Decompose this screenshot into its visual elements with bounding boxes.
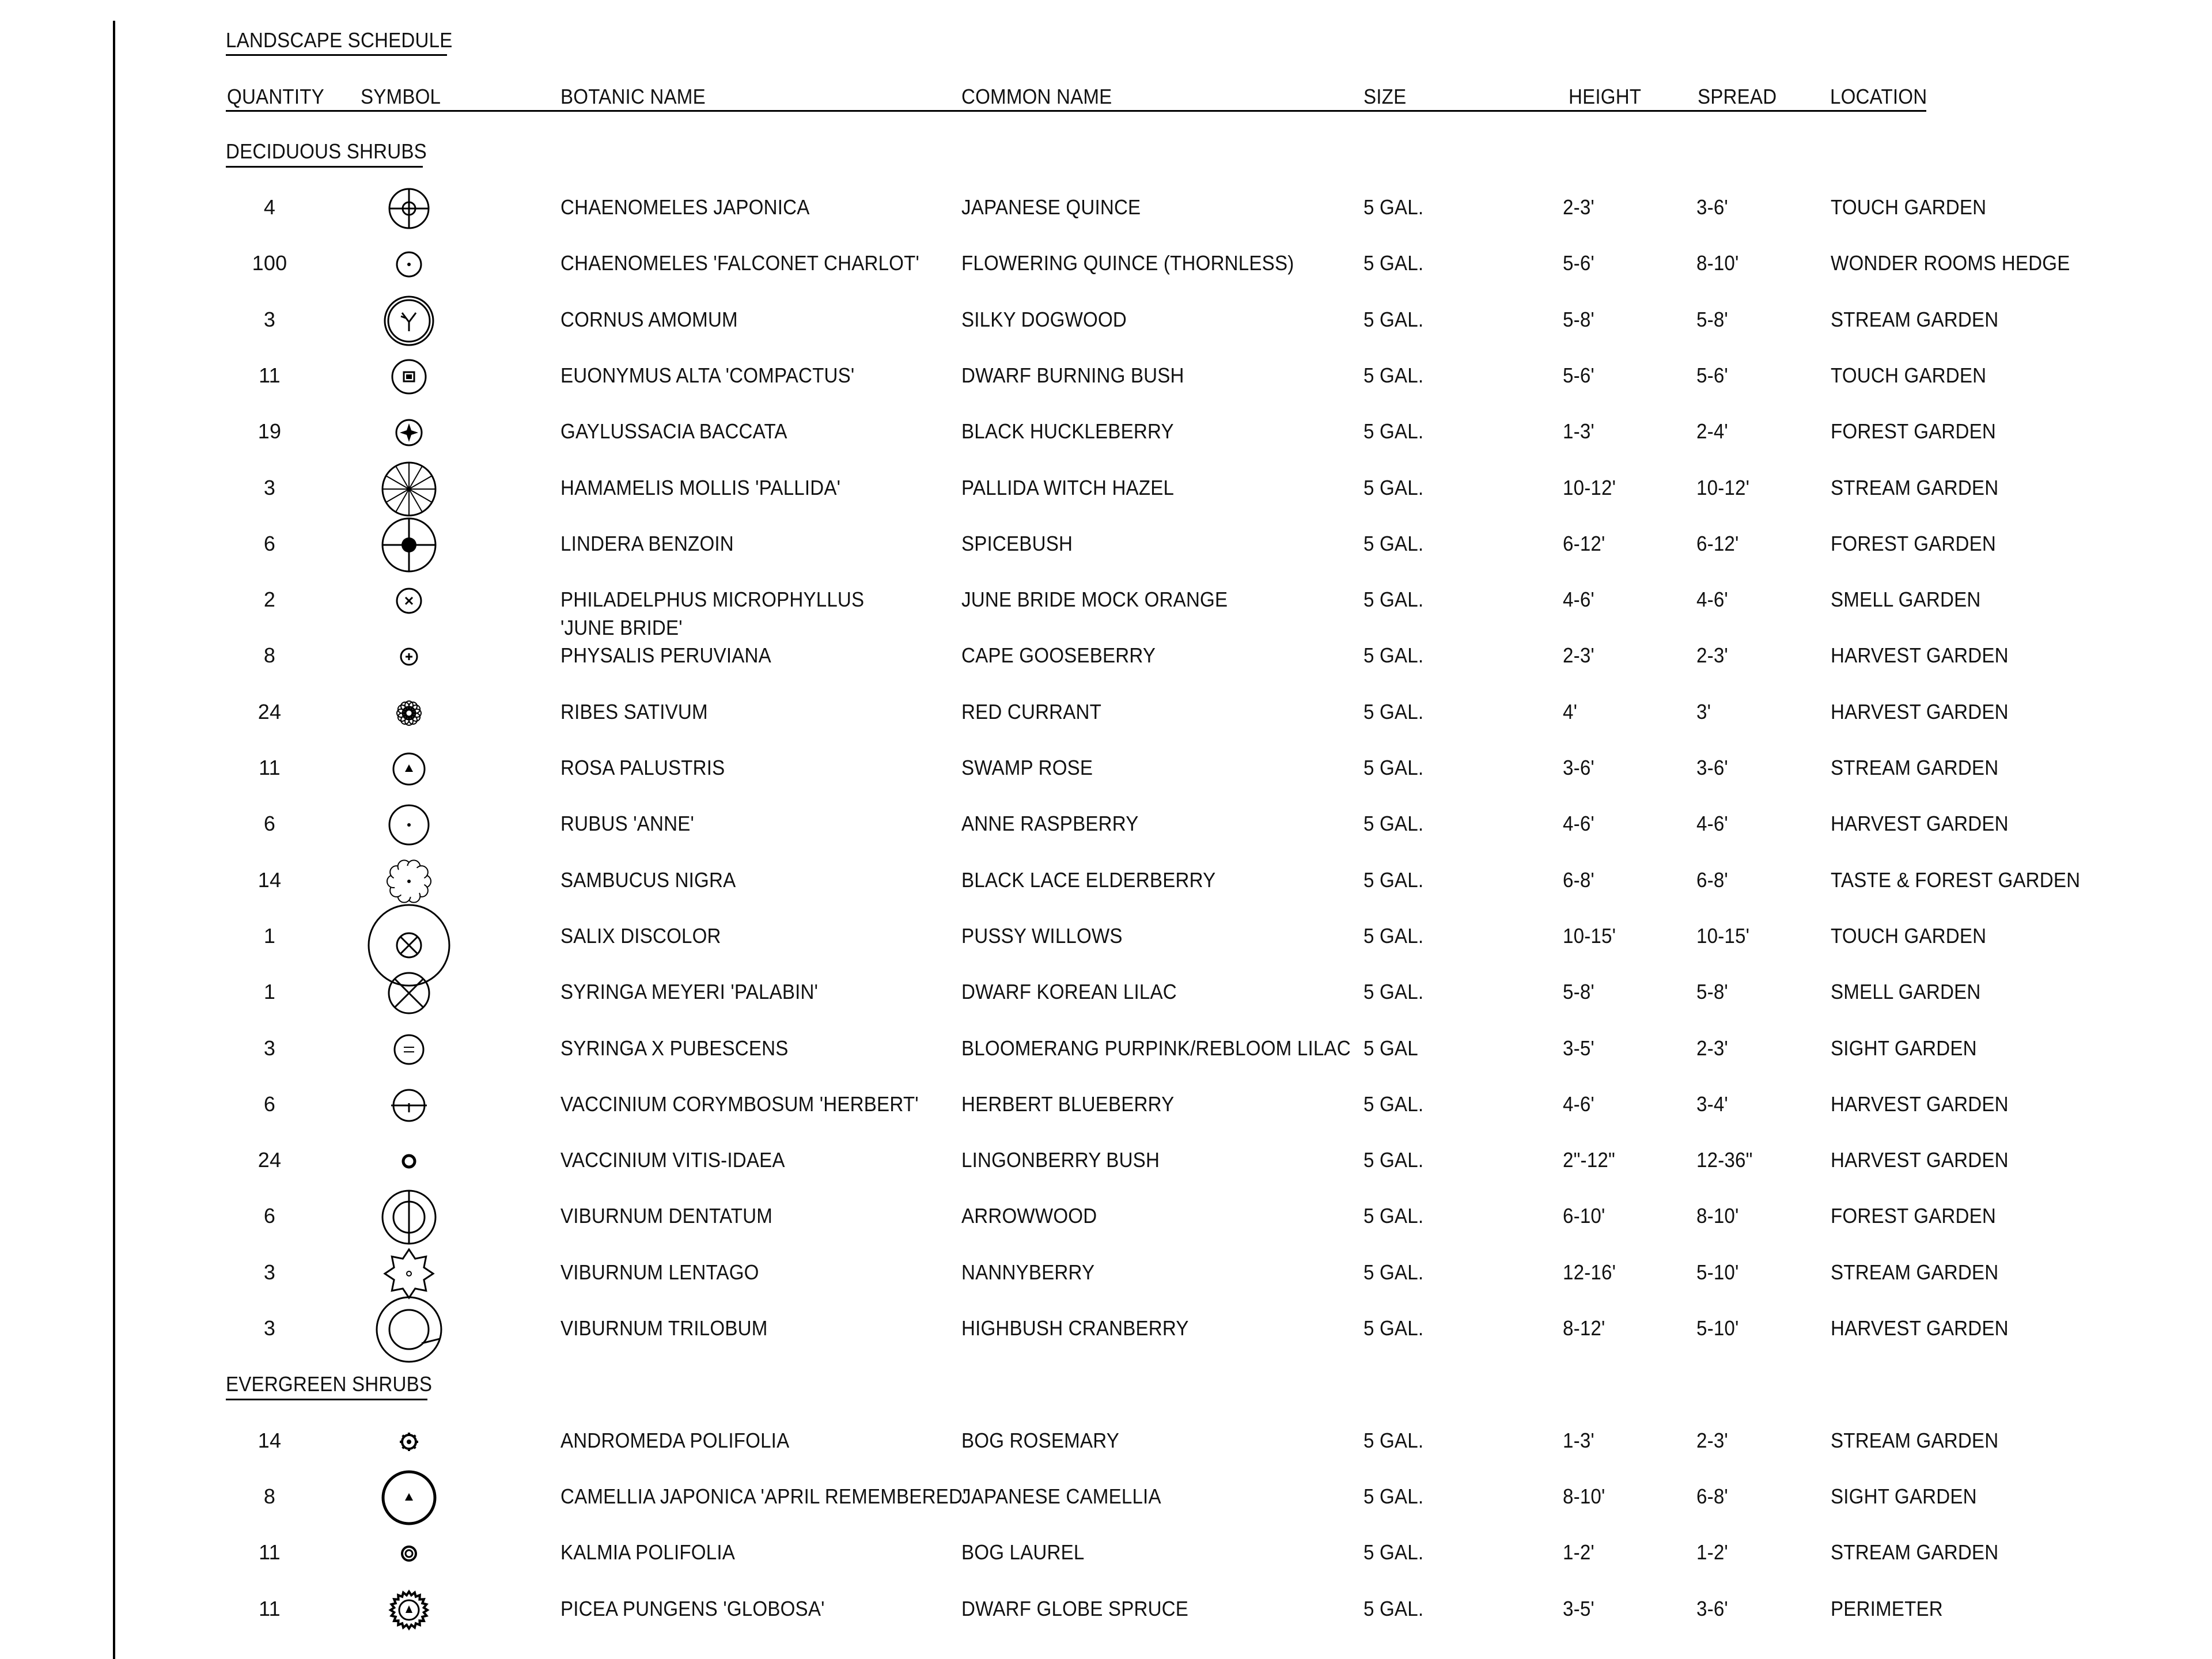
botanic-name-cell: KALMIA POLIFOLIA bbox=[560, 1540, 735, 1565]
height-cell: 4' bbox=[1563, 699, 1578, 724]
header-location: LOCATION bbox=[1830, 85, 1927, 108]
quantity-cell: 8 bbox=[263, 1484, 276, 1508]
location-cell: PERIMETER bbox=[1831, 1596, 1943, 1620]
spread-cell: 5-6' bbox=[1696, 363, 1728, 387]
section-title: EVERGREEN SHRUBS bbox=[226, 1372, 433, 1396]
botanic-name-cell: RIBES SATIVUM bbox=[560, 699, 708, 724]
size-cell: 5 GAL. bbox=[1363, 980, 1424, 1004]
quantity-cell: 6 bbox=[263, 812, 276, 836]
common-name-cell: FLOWERING QUINCE (THORNLESS) bbox=[961, 251, 1294, 275]
size-cell: 5 GAL. bbox=[1363, 1540, 1424, 1565]
botanic-name-cell: VACCINIUM VITIS-IDAEA bbox=[560, 1148, 785, 1172]
botanic-name-cell: PHYSALIS PERUVIANA bbox=[560, 643, 771, 668]
common-name-cell: BLACK HUCKLEBERRY bbox=[961, 419, 1174, 444]
botanic-name-cell: ANDROMEDA POLIFOLIA bbox=[560, 1428, 790, 1452]
height-cell: 5-6' bbox=[1563, 363, 1594, 387]
common-name-cell: JAPANESE QUINCE bbox=[961, 195, 1141, 219]
quantity-cell: 24 bbox=[257, 699, 282, 724]
botanic-name-cell: HAMAMELIS MOLLIS 'PALLIDA' bbox=[560, 475, 841, 499]
height-cell: 4-6' bbox=[1563, 1092, 1594, 1116]
quantity-cell: 1 bbox=[263, 980, 276, 1004]
location-cell: HARVEST GARDEN bbox=[1831, 1316, 2009, 1340]
common-name-cell: DWARF KOREAN LILAC bbox=[961, 980, 1177, 1004]
common-name-cell: SILKY DOGWOOD bbox=[961, 307, 1127, 331]
location-cell: SMELL GARDEN bbox=[1831, 980, 1981, 1004]
height-cell: 2"-12" bbox=[1563, 1148, 1615, 1172]
botanic-name-cell: CAMELLIA JAPONICA 'APRIL REMEMBERED' bbox=[560, 1484, 967, 1508]
size-cell: 5 GAL. bbox=[1363, 475, 1424, 499]
size-cell: 5 GAL. bbox=[1363, 1596, 1424, 1620]
common-name-cell: RED CURRANT bbox=[961, 699, 1102, 724]
spread-cell: 6-8' bbox=[1696, 1484, 1728, 1508]
common-name-cell: SPICEBUSH bbox=[961, 531, 1073, 555]
spread-cell: 6-8' bbox=[1696, 868, 1728, 892]
common-name-cell: NANNYBERRY bbox=[961, 1260, 1095, 1284]
location-cell: FOREST GARDEN bbox=[1831, 1204, 1997, 1228]
common-name-cell: LINGONBERRY BUSH bbox=[961, 1148, 1160, 1172]
header-spread: SPREAD bbox=[1698, 85, 1777, 108]
location-cell: TASTE & FOREST GARDEN bbox=[1831, 868, 2081, 892]
height-cell: 3-6' bbox=[1563, 756, 1594, 779]
botanic-name-cell: RUBUS 'ANNE' bbox=[560, 812, 695, 836]
height-cell: 4-6' bbox=[1563, 588, 1594, 612]
location-cell: SIGHT GARDEN bbox=[1831, 1484, 1977, 1508]
quantity-cell: 2 bbox=[263, 588, 276, 612]
header-height: HEIGHT bbox=[1569, 85, 1642, 108]
quantity-cell: 24 bbox=[257, 1148, 282, 1172]
spread-cell: 6-12' bbox=[1696, 531, 1739, 555]
quantity-cell: 11 bbox=[259, 1596, 281, 1620]
spread-cell: 1-2' bbox=[1696, 1540, 1728, 1565]
botanic-name-cell: SAMBUCUS NIGRA bbox=[560, 868, 736, 892]
size-cell: 5 GAL. bbox=[1363, 531, 1424, 555]
header-botanic-name: BOTANIC NAME bbox=[560, 85, 706, 108]
common-name-cell: JAPANESE CAMELLIA bbox=[961, 1484, 1161, 1508]
spread-cell: 2-3' bbox=[1696, 643, 1728, 668]
location-cell: FOREST GARDEN bbox=[1831, 531, 1997, 555]
size-cell: 5 GAL. bbox=[1363, 643, 1424, 668]
quantity-cell: 3 bbox=[263, 1260, 276, 1284]
height-cell: 2-3' bbox=[1563, 195, 1594, 219]
spread-cell: 3-6' bbox=[1696, 1596, 1728, 1620]
spread-cell: 8-10' bbox=[1696, 1204, 1739, 1228]
spread-cell: 5-8' bbox=[1696, 980, 1728, 1004]
common-name-cell: DWARF BURNING BUSH bbox=[961, 363, 1184, 387]
height-cell: 10-12' bbox=[1563, 475, 1616, 499]
quantity-cell: 14 bbox=[257, 868, 282, 892]
title-underline bbox=[226, 54, 447, 56]
common-name-cell: BOG ROSEMARY bbox=[961, 1428, 1119, 1452]
height-cell: 2-3' bbox=[1563, 643, 1594, 668]
size-cell: 5 GAL. bbox=[1363, 1484, 1424, 1508]
botanic-name-cell: CORNUS AMOMUM bbox=[560, 307, 738, 331]
header-common-name: COMMON NAME bbox=[961, 85, 1112, 108]
common-name-cell: SWAMP ROSE bbox=[961, 756, 1093, 779]
spread-cell: 2-3' bbox=[1696, 1428, 1728, 1452]
height-cell: 1-3' bbox=[1563, 419, 1594, 444]
quantity-cell: 6 bbox=[263, 1092, 276, 1116]
location-cell: SIGHT GARDEN bbox=[1831, 1036, 1977, 1060]
spread-cell: 2-4' bbox=[1696, 419, 1728, 444]
botanic-name-cell: LINDERA BENZOIN bbox=[560, 531, 734, 555]
height-cell: 3-5' bbox=[1563, 1036, 1594, 1060]
quantity-cell: 3 bbox=[263, 1316, 276, 1340]
quantity-cell: 8 bbox=[263, 643, 276, 668]
spread-cell: 3-6' bbox=[1696, 756, 1728, 779]
common-name-cell: BOG LAUREL bbox=[961, 1540, 1085, 1565]
height-cell: 5-6' bbox=[1563, 251, 1594, 275]
common-name-cell: HIGHBUSH CRANBERRY bbox=[961, 1316, 1189, 1340]
location-cell: TOUCH GARDEN bbox=[1831, 923, 1987, 948]
spread-cell: 3-6' bbox=[1696, 195, 1728, 219]
quantity-cell: 100 bbox=[252, 251, 287, 275]
spread-cell: 8-10' bbox=[1696, 251, 1739, 275]
botanic-name-cell: VIBURNUM TRILOBUM bbox=[560, 1316, 768, 1340]
height-cell: 6-12' bbox=[1563, 531, 1605, 555]
height-cell: 6-8' bbox=[1563, 868, 1594, 892]
spread-cell: 5-10' bbox=[1696, 1260, 1739, 1284]
botanic-name-cell: EUONYMUS ALTA 'COMPACTUS' bbox=[560, 363, 855, 387]
schedule-title: LANDSCAPE SCHEDULE bbox=[226, 28, 453, 52]
location-cell: STREAM GARDEN bbox=[1831, 756, 1999, 779]
spread-cell: 10-12' bbox=[1696, 475, 1750, 499]
size-cell: 5 GAL. bbox=[1363, 363, 1424, 387]
common-name-cell: CAPE GOOSEBERRY bbox=[961, 643, 1156, 668]
botanic-name-cell: SYRINGA X PUBESCENS bbox=[560, 1036, 789, 1060]
location-cell: FOREST GARDEN bbox=[1831, 419, 1997, 444]
location-cell: SMELL GARDEN bbox=[1831, 588, 1981, 612]
header-quantity: QUANTITY bbox=[227, 85, 324, 108]
header-size: SIZE bbox=[1363, 85, 1407, 108]
spread-cell: 3' bbox=[1696, 699, 1711, 724]
location-cell: WONDER ROOMS HEDGE bbox=[1831, 251, 2070, 275]
height-cell: 5-8' bbox=[1563, 307, 1594, 331]
spread-cell: 4-6' bbox=[1696, 588, 1728, 612]
botanic-name-cell: CHAENOMELES JAPONICA bbox=[560, 195, 810, 219]
header-symbol: SYMBOL bbox=[361, 85, 441, 108]
spread-cell: 5-8' bbox=[1696, 307, 1728, 331]
size-cell: 5 GAL. bbox=[1363, 756, 1424, 779]
quantity-cell: 11 bbox=[259, 756, 281, 779]
quantity-cell: 1 bbox=[263, 923, 276, 948]
size-cell: 5 GAL. bbox=[1363, 195, 1424, 219]
common-name-cell: BLOOMERANG PURPINK/REBLOOM LILAC bbox=[961, 1036, 1351, 1060]
header-underline bbox=[226, 110, 1926, 112]
botanic-name-cell: GAYLUSSACIA BACCATA bbox=[560, 419, 787, 444]
height-cell: 1-2' bbox=[1563, 1540, 1594, 1565]
botanic-name-cell: VACCINIUM CORYMBOSUM 'HERBERT' bbox=[560, 1092, 919, 1116]
size-cell: 5 GAL. bbox=[1363, 812, 1424, 836]
common-name-cell: HERBERT BLUEBERRY bbox=[961, 1092, 1175, 1116]
quantity-cell: 14 bbox=[257, 1428, 282, 1452]
height-cell: 6-10' bbox=[1563, 1204, 1605, 1228]
spiky-circle-icon bbox=[363, 1564, 455, 1656]
location-cell: HARVEST GARDEN bbox=[1831, 812, 2009, 836]
botanic-name-cell: CHAENOMELES 'FALCONET CHARLOT' bbox=[560, 251, 920, 275]
height-cell: 10-15' bbox=[1563, 923, 1616, 948]
quantity-cell: 3 bbox=[263, 1036, 276, 1060]
common-name-cell: PALLIDA WITCH HAZEL bbox=[961, 475, 1175, 499]
size-cell: 5 GAL. bbox=[1363, 699, 1424, 724]
common-name-cell: ANNE RASPBERRY bbox=[961, 812, 1139, 836]
quantity-cell: 11 bbox=[259, 363, 281, 387]
common-name-cell: ARROWWOOD bbox=[961, 1204, 1097, 1228]
height-cell: 8-12' bbox=[1563, 1316, 1605, 1340]
size-cell: 5 GAL bbox=[1363, 1036, 1418, 1060]
location-cell: TOUCH GARDEN bbox=[1831, 363, 1987, 387]
location-cell: HARVEST GARDEN bbox=[1831, 1092, 2009, 1116]
botanic-name-cell: ROSA PALUSTRIS bbox=[560, 756, 725, 779]
spread-cell: 2-3' bbox=[1696, 1036, 1728, 1060]
location-cell: TOUCH GARDEN bbox=[1831, 195, 1987, 219]
quantity-cell: 6 bbox=[263, 1204, 276, 1228]
location-cell: STREAM GARDEN bbox=[1831, 1428, 1999, 1452]
size-cell: 5 GAL. bbox=[1363, 588, 1424, 612]
left-border-rule bbox=[113, 21, 115, 1659]
location-cell: HARVEST GARDEN bbox=[1831, 1148, 2009, 1172]
botanic-name-cell: PICEA PUNGENS 'GLOBOSA' bbox=[560, 1596, 825, 1620]
botanic-name-cell: VIBURNUM LENTAGO bbox=[560, 1260, 759, 1284]
height-cell: 12-16' bbox=[1563, 1260, 1616, 1284]
botanic-name-line2: 'JUNE BRIDE' bbox=[560, 616, 683, 640]
quantity-cell: 3 bbox=[263, 307, 276, 331]
location-cell: STREAM GARDEN bbox=[1831, 1260, 1999, 1284]
location-cell: HARVEST GARDEN bbox=[1831, 699, 2009, 724]
height-cell: 8-10' bbox=[1563, 1484, 1605, 1508]
location-cell: HARVEST GARDEN bbox=[1831, 643, 2009, 668]
spread-cell: 12-36" bbox=[1696, 1148, 1753, 1172]
size-cell: 5 GAL. bbox=[1363, 923, 1424, 948]
spread-cell: 5-10' bbox=[1696, 1316, 1739, 1340]
spread-cell: 3-4' bbox=[1696, 1092, 1728, 1116]
circle-magnifier-icon bbox=[363, 1283, 455, 1376]
size-cell: 5 GAL. bbox=[1363, 1260, 1424, 1284]
botanic-name-cell: SYRINGA MEYERI 'PALABIN' bbox=[560, 980, 819, 1004]
size-cell: 5 GAL. bbox=[1363, 1092, 1424, 1116]
common-name-cell: JUNE BRIDE MOCK ORANGE bbox=[961, 588, 1228, 612]
height-cell: 3-5' bbox=[1563, 1596, 1594, 1620]
botanic-name-cell: SALIX DISCOLOR bbox=[560, 923, 721, 948]
size-cell: 5 GAL. bbox=[1363, 307, 1424, 331]
botanic-name-cell: VIBURNUM DENTATUM bbox=[560, 1204, 773, 1228]
height-cell: 1-3' bbox=[1563, 1428, 1594, 1452]
size-cell: 5 GAL. bbox=[1363, 1316, 1424, 1340]
height-cell: 5-8' bbox=[1563, 980, 1594, 1004]
location-cell: STREAM GARDEN bbox=[1831, 475, 1999, 499]
spread-cell: 4-6' bbox=[1696, 812, 1728, 836]
size-cell: 5 GAL. bbox=[1363, 1428, 1424, 1452]
quantity-cell: 19 bbox=[257, 419, 282, 444]
common-name-cell: DWARF GLOBE SPRUCE bbox=[961, 1596, 1189, 1620]
quantity-cell: 11 bbox=[259, 1540, 281, 1565]
size-cell: 5 GAL. bbox=[1363, 868, 1424, 892]
common-name-cell: BLACK LACE ELDERBERRY bbox=[961, 868, 1216, 892]
spread-cell: 10-15' bbox=[1696, 923, 1750, 948]
quantity-cell: 6 bbox=[263, 531, 276, 555]
location-cell: STREAM GARDEN bbox=[1831, 307, 1999, 331]
quantity-cell: 3 bbox=[263, 475, 276, 499]
size-cell: 5 GAL. bbox=[1363, 1204, 1424, 1228]
size-cell: 5 GAL. bbox=[1363, 419, 1424, 444]
size-cell: 5 GAL. bbox=[1363, 1148, 1424, 1172]
common-name-cell: PUSSY WILLOWS bbox=[961, 923, 1123, 948]
section-title: DECIDUOUS SHRUBS bbox=[226, 139, 427, 163]
size-cell: 5 GAL. bbox=[1363, 251, 1424, 275]
quantity-cell: 4 bbox=[263, 195, 276, 219]
botanic-name-cell: PHILADELPHUS MICROPHYLLUS bbox=[560, 588, 865, 612]
height-cell: 4-6' bbox=[1563, 812, 1594, 836]
location-cell: STREAM GARDEN bbox=[1831, 1540, 1999, 1565]
